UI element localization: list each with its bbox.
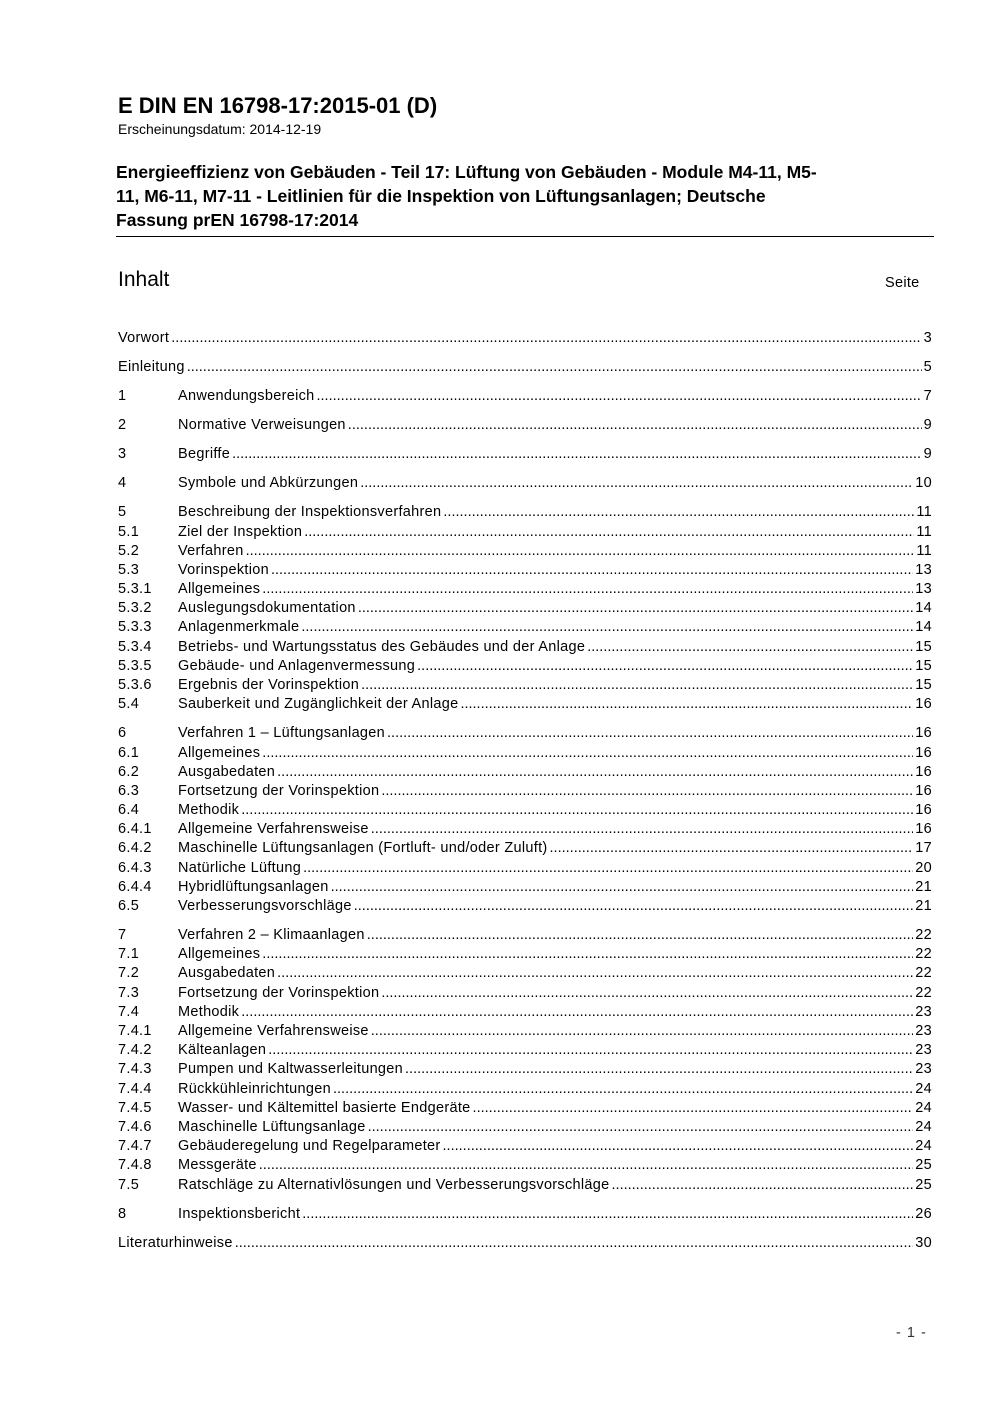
toc-entry-number: 5.3.3 xyxy=(118,619,152,636)
toc-entry-number: 5.3.4 xyxy=(118,638,152,655)
toc-entry-title: Fortsetzung der Vorinspektion xyxy=(178,782,380,799)
toc-entry-number: 7.1 xyxy=(118,946,140,963)
toc-entry-title: Rückkühleinrichtungen xyxy=(178,1080,331,1097)
toc-entry-title: Gebäuderegelung und Regelparameter xyxy=(178,1138,441,1155)
toc-entry-title: Allgemeines xyxy=(178,581,261,598)
toc-entry-page: 11 xyxy=(916,504,932,521)
toc-entry[interactable] xyxy=(118,696,932,715)
toc-entry-title: Inspektionsbericht xyxy=(178,1205,301,1222)
toc-entry[interactable] xyxy=(118,1004,932,1023)
toc-entry-number: 7.4.2 xyxy=(118,1042,152,1059)
toc-entry-title: Allgemeine Verfahrensweise xyxy=(178,821,369,838)
toc-entry[interactable] xyxy=(118,388,932,407)
toc-leader-dots xyxy=(187,359,922,375)
toc-entry-page: 7 xyxy=(923,388,932,405)
page-number: - 1 - xyxy=(896,1325,927,1341)
toc-entry-page: 22 xyxy=(915,984,932,1001)
toc-entry-number: 3 xyxy=(118,446,127,463)
toc-entry-page: 21 xyxy=(915,878,932,895)
toc-entry[interactable] xyxy=(118,879,932,898)
toc-entry[interactable] xyxy=(118,1061,932,1080)
toc-entry-number: 6.4.1 xyxy=(118,821,152,838)
toc-entry[interactable] xyxy=(118,1023,932,1042)
toc-entry-number: 5 xyxy=(118,504,127,521)
document-title xyxy=(116,160,934,237)
toc-entry-page: 9 xyxy=(923,417,932,434)
toc-entry-title: Verfahren 2 – Klimaanlagen xyxy=(178,927,365,944)
toc-entry-title: Verfahren xyxy=(178,542,244,559)
toc-entry[interactable] xyxy=(118,1081,932,1100)
toc-entry-number: 6.1 xyxy=(118,744,140,761)
toc-leader-dots xyxy=(277,965,913,981)
title-line: Fassung prEN 16798-17:2014 xyxy=(116,210,359,230)
toc-entry-number: 4 xyxy=(118,475,127,492)
toc-entry-title: Methodik xyxy=(178,1003,240,1020)
toc-entry[interactable] xyxy=(118,860,932,879)
toc-entry-page: 17 xyxy=(915,840,932,857)
toc-leader-dots xyxy=(241,802,913,818)
toc-entry[interactable] xyxy=(118,898,932,917)
toc-entry-number: 6.2 xyxy=(118,763,140,780)
toc-entry-page: 23 xyxy=(915,1003,932,1020)
toc-entry[interactable] xyxy=(118,504,932,523)
toc-entry-title: Vorinspektion xyxy=(178,561,269,578)
toc-entry-number: 5.3.6 xyxy=(118,677,152,694)
toc-leader-dots xyxy=(443,1138,914,1154)
toc-leader-dots xyxy=(232,446,922,462)
toc-entry-title: Symbole und Abkürzungen xyxy=(178,475,359,492)
toc-entry-page: 15 xyxy=(915,638,932,655)
toc-leader-dots xyxy=(358,600,913,616)
toc-entry-page: 24 xyxy=(915,1099,932,1116)
toc-leader-dots xyxy=(268,1042,913,1058)
toc-leader-dots xyxy=(302,1206,913,1222)
toc-entry-title: Verfahren 1 – Lüftungsanlagen xyxy=(178,725,386,742)
title-line: 11, M6-11, M7-11 - Leitlinien für die Inspektion von Lüftungsanlagen; Deutsche xyxy=(116,186,766,206)
toc-entry[interactable] xyxy=(118,985,932,1004)
toc-entry-number: 7.4 xyxy=(118,1003,140,1020)
toc-entry-page: 14 xyxy=(915,600,932,617)
title-line: Energieeffizienz von Gebäuden - Teil 17: Lüftung von Gebäuden - Module M4-11, M5- xyxy=(116,162,817,182)
toc-entry-number: 7.3 xyxy=(118,984,140,1001)
document-id: E DIN EN 16798-17:2015-01 (D) xyxy=(118,93,438,118)
toc-entry-page: 22 xyxy=(915,927,932,944)
toc-entry-page: 23 xyxy=(915,1061,932,1078)
toc-entry-page: 16 xyxy=(915,802,932,819)
toc-entry[interactable] xyxy=(118,1138,932,1157)
toc-entry[interactable] xyxy=(118,965,932,984)
toc-leader-dots xyxy=(303,860,913,876)
toc-entry[interactable] xyxy=(118,417,932,436)
toc-entry-title: Methodik xyxy=(178,802,240,819)
toc-entry-page: 23 xyxy=(915,1042,932,1059)
toc-leader-dots xyxy=(354,898,914,914)
toc-entry[interactable] xyxy=(118,1042,932,1061)
toc-entry[interactable] xyxy=(118,639,932,658)
toc-entry-title: Pumpen und Kaltwasserleitungen xyxy=(178,1061,404,1078)
toc-entry[interactable] xyxy=(118,1119,932,1138)
toc-entry-page: 16 xyxy=(915,725,932,742)
toc-entry[interactable] xyxy=(118,927,932,946)
toc-entry-number: 8 xyxy=(118,1205,127,1222)
toc-entry-title: Messgeräte xyxy=(178,1157,257,1174)
toc-entry-number: 7.2 xyxy=(118,965,140,982)
toc-entry-number: 5.3.1 xyxy=(118,581,152,598)
toc-entry-title: Verbesserungsvorschläge xyxy=(178,898,352,914)
toc-entry[interactable] xyxy=(118,946,932,965)
toc-entry-number: 7 xyxy=(118,927,127,944)
toc-entry[interactable] xyxy=(118,1157,932,1176)
toc-leader-dots xyxy=(417,658,913,674)
toc-leader-dots xyxy=(171,330,921,346)
toc-entry-title: Ausgabedaten xyxy=(178,965,276,982)
toc-leader-dots xyxy=(381,783,913,799)
toc-entry-number: 7.4.6 xyxy=(118,1118,152,1135)
toc-leader-dots xyxy=(241,1004,913,1020)
toc-leader-dots xyxy=(405,1061,913,1077)
toc-entry-page: 24 xyxy=(915,1080,932,1097)
toc-entry[interactable] xyxy=(118,562,932,581)
toc-entry-title: Fortsetzung der Vorinspektion xyxy=(178,984,380,1001)
toc-entry-title: Allgemeines xyxy=(178,946,261,963)
toc-entry[interactable] xyxy=(118,619,932,638)
toc-entry-page: 13 xyxy=(915,561,932,578)
toc-entry-number: 6.4.4 xyxy=(118,878,152,895)
toc-entry-page: 22 xyxy=(915,946,932,963)
toc-leader-dots xyxy=(317,388,922,404)
toc-leader-dots xyxy=(304,524,914,540)
toc-entry[interactable] xyxy=(118,475,932,494)
toc-entry-number: 1 xyxy=(118,388,127,405)
toc-entry-title: Normative Verweisungen xyxy=(178,417,346,434)
toc-entry-page: 16 xyxy=(915,763,932,780)
toc-entry-number: 7.4.5 xyxy=(118,1099,152,1116)
toc-entry-number: 6.4.3 xyxy=(118,859,152,876)
toc-entry-title: Vorwort xyxy=(118,329,170,346)
toc-entry[interactable] xyxy=(118,524,932,543)
toc-entry-page: 30 xyxy=(915,1234,932,1251)
toc-entry-page: 16 xyxy=(915,782,932,799)
toc-entry-page: 15 xyxy=(915,677,932,694)
toc-entry-title: Hybridlüftungsanlagen xyxy=(178,878,329,895)
toc-entry-number: 5.4 xyxy=(118,696,140,713)
toc-entry-title: Begriffe xyxy=(178,446,231,463)
toc-entry-page: 23 xyxy=(915,1023,932,1040)
toc-entry-page: 13 xyxy=(915,581,932,598)
toc-entry[interactable] xyxy=(118,1235,932,1254)
toc-entry[interactable] xyxy=(118,600,932,619)
toc-entry-number: 5.2 xyxy=(118,542,140,559)
toc-entry-number: 7.4.3 xyxy=(118,1061,152,1078)
toc-leader-dots xyxy=(301,619,913,635)
toc-leader-dots xyxy=(368,1119,914,1135)
toc-entry-page: 14 xyxy=(915,619,932,636)
toc-entry-number: 5.3 xyxy=(118,561,140,578)
toc-entry[interactable] xyxy=(118,840,932,859)
toc-leader-dots xyxy=(262,946,913,962)
toc-heading: Inhalt xyxy=(118,268,170,291)
toc-entry-title: Ratschläge zu Alternativlösungen und Verbesserungsvorschläge xyxy=(178,1176,610,1193)
toc-leader-dots xyxy=(381,985,913,1001)
toc-leader-dots xyxy=(259,1157,914,1173)
toc-entry[interactable] xyxy=(118,745,932,764)
toc-leader-dots xyxy=(367,927,914,943)
publication-date: Erscheinungsdatum: 2014-12-19 xyxy=(118,121,322,137)
toc-leader-dots xyxy=(460,696,913,712)
toc-leader-dots xyxy=(473,1100,914,1116)
toc-entry-number: 6 xyxy=(118,725,127,742)
toc-leader-dots xyxy=(246,543,915,559)
toc-entry-title: Ausgabedaten xyxy=(178,763,276,780)
toc-entry-page: 11 xyxy=(916,542,932,559)
toc-entry-number: 2 xyxy=(118,417,127,434)
toc-leader-dots xyxy=(387,725,913,741)
toc-entry-title: Anwendungsbereich xyxy=(178,388,315,405)
toc-entry-title: Allgemeine Verfahrensweise xyxy=(178,1023,369,1040)
toc-leader-dots xyxy=(331,879,914,895)
toc-leader-dots xyxy=(361,677,913,693)
toc-leader-dots xyxy=(612,1177,914,1193)
toc-entry-title: Wasser- und Kältemittel basierte Endgeräte xyxy=(178,1099,471,1116)
toc-entry-number: 7.4.4 xyxy=(118,1080,152,1097)
toc-entry-title: Kälteanlagen xyxy=(178,1042,267,1059)
toc-entry-title: Ziel der Inspektion xyxy=(178,523,303,540)
toc-entry-page: 10 xyxy=(915,475,932,492)
toc-entry-page: 24 xyxy=(915,1138,932,1155)
toc-entry-page: 16 xyxy=(915,821,932,838)
toc-entry[interactable] xyxy=(118,359,932,378)
toc-entry-number: 5.1 xyxy=(118,523,140,540)
toc-leader-dots xyxy=(587,639,913,655)
toc-entry-page: 25 xyxy=(915,1176,932,1193)
toc-entry-title: Allgemeines xyxy=(178,744,261,761)
toc-leader-dots xyxy=(371,821,914,837)
toc-entry[interactable] xyxy=(118,677,932,696)
toc-entry-title: Betriebs- und Wartungsstatus des Gebäudes und der Anlage xyxy=(178,638,586,655)
toc-entry-title: Beschreibung der Inspektionsverfahren xyxy=(178,504,442,521)
toc-entry-number: 7.4.7 xyxy=(118,1138,152,1155)
toc-leader-dots xyxy=(360,475,913,491)
toc-entry-number: 7.4.1 xyxy=(118,1023,152,1040)
toc-entry[interactable] xyxy=(118,802,932,821)
toc-entry-title: Literaturhinweise xyxy=(118,1234,233,1251)
toc-entry-number: 6.3 xyxy=(118,782,140,799)
page-column-label: Seite xyxy=(885,275,920,291)
toc-entry-title: Anlagenmerkmale xyxy=(178,619,300,636)
toc-entry-number: 6.5 xyxy=(118,898,140,914)
toc-entry-page: 9 xyxy=(923,446,932,463)
toc-entry-title: Natürliche Lüftung xyxy=(178,859,302,876)
toc-entry-page: 22 xyxy=(915,965,932,982)
toc-entry[interactable] xyxy=(118,764,932,783)
toc-leader-dots xyxy=(277,764,913,780)
toc-entry[interactable] xyxy=(118,581,932,600)
toc-entry-title: Einleitung xyxy=(118,358,185,375)
toc-entry[interactable] xyxy=(118,1177,932,1196)
toc-entry-page: 5 xyxy=(923,358,932,375)
toc-leader-dots xyxy=(443,504,914,520)
toc-entry-page: 21 xyxy=(915,898,932,914)
toc-entry-title: Auslegungsdokumentation xyxy=(178,600,356,617)
toc-entry-page: 24 xyxy=(915,1118,932,1135)
toc-entry-title: Gebäude- und Anlagenvermessung xyxy=(178,657,416,674)
toc-entry-number: 7.4.8 xyxy=(118,1157,152,1174)
toc-entry[interactable] xyxy=(118,821,932,840)
toc-entry-page: 16 xyxy=(915,696,932,713)
toc-entry-number: 5.3.2 xyxy=(118,600,152,617)
toc-entry-number: 6.4 xyxy=(118,802,140,819)
toc-entry[interactable] xyxy=(118,658,932,677)
toc-entry-number: 5.3.5 xyxy=(118,657,152,674)
toc-entry[interactable] xyxy=(118,446,932,465)
toc-entry-number: 6.4.2 xyxy=(118,840,152,857)
toc-leader-dots xyxy=(262,581,913,597)
table-of-contents xyxy=(118,320,932,1254)
toc-entry[interactable] xyxy=(118,330,932,349)
toc-entry-page: 3 xyxy=(923,329,932,346)
toc-leader-dots xyxy=(371,1023,914,1039)
toc-entry-page: 11 xyxy=(916,523,932,540)
toc-entry-title: Ergebnis der Vorinspektion xyxy=(178,677,360,694)
toc-entry-number: 7.5 xyxy=(118,1176,140,1193)
toc-entry-title: Maschinelle Lüftungsanlagen (Fortluft- und/oder Zuluft) xyxy=(178,840,548,857)
toc-entry[interactable] xyxy=(118,1206,932,1225)
toc-leader-dots xyxy=(271,562,913,578)
toc-entry-page: 26 xyxy=(915,1205,932,1222)
toc-leader-dots xyxy=(262,745,913,761)
toc-entry[interactable] xyxy=(118,1100,932,1119)
toc-entry[interactable] xyxy=(118,543,932,562)
toc-leader-dots xyxy=(235,1235,914,1251)
toc-entry[interactable] xyxy=(118,783,932,802)
toc-entry-title: Maschinelle Lüftungsanlage xyxy=(178,1118,366,1135)
toc-entry-page: 16 xyxy=(915,744,932,761)
toc-leader-dots xyxy=(333,1081,913,1097)
toc-entry-page: 15 xyxy=(915,657,932,674)
toc-entry-title: Sauberkeit und Zugänglichkeit der Anlage xyxy=(178,696,459,713)
toc-entry[interactable] xyxy=(118,725,932,744)
toc-leader-dots xyxy=(550,840,914,856)
toc-leader-dots xyxy=(348,417,922,433)
toc-entry-page: 20 xyxy=(915,859,932,876)
toc-entry-page: 25 xyxy=(915,1157,932,1174)
